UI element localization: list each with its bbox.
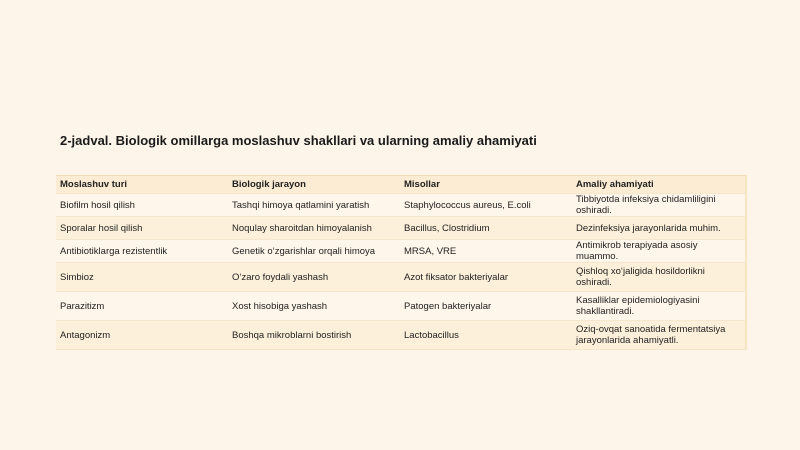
table-row [56,194,746,217]
table-cell: Simbioz [56,263,228,292]
table-cell: Tibbiyotda infeksiya chidamliligini oshiradi. [572,194,746,217]
table-header-row [56,176,746,194]
table-cell: Staphylococcus aureus, E.coli [400,194,572,217]
table-cell: Patogen bakteriyalar [400,292,572,321]
table-cell: Sporalar hosil qilish [56,217,228,240]
table-cell: Genetik o‘zgarishlar orqali himoya [228,240,400,263]
table-cell: Dezinfeksiya jarayonlarida muhim. [572,217,746,240]
table-cell: Tashqi himoya qatlamini yaratish [228,194,400,217]
header-biologik-jarayon: Biologik jarayon [228,176,400,194]
table-cell: Xost hisobiga yashash [228,292,400,321]
table-cell: Biofilm hosil qilish [56,194,228,217]
table-row [56,240,746,263]
table-cell: Boshqa mikroblarni bostirish [228,321,400,350]
table-row [56,217,746,240]
table-title: 2-jadval. Biologik omillarga moslashuv shakllari va ularning amaliy ahamiyati [60,133,537,148]
table-cell: Antibiotiklarga rezistentlik [56,240,228,263]
table-cell: O‘zaro foydali yashash [228,263,400,292]
table-cell: Kasalliklar epidemiologiyasini shakllantiradi. [572,292,746,321]
table-cell: Lactobacillus [400,321,572,350]
header-misollar: Misollar [400,176,572,194]
table-row [56,292,746,321]
table-cell: Qishloq xo‘jaligida hosildorlikni oshiradi. [572,263,746,292]
header-moslashuv-turi: Moslashuv turi [56,176,228,194]
data-table [56,175,747,350]
table-row [56,263,746,292]
table-cell: Oziq-ovqat sanoatida fermentatsiya jarayonlarida ahamiyatli. [572,321,746,350]
table-cell: Antimikrob terapiyada asosiy muammo. [572,240,746,263]
table-cell: Azot fiksator bakteriyalar [400,263,572,292]
table-cell: MRSA, VRE [400,240,572,263]
table-cell: Bacillus, Clostridium [400,217,572,240]
table-cell: Noqulay sharoitdan himoyalanish [228,217,400,240]
table-cell: Parazitizm [56,292,228,321]
table-cell: Antagonizm [56,321,228,350]
table-row [56,321,746,350]
header-amaliy-ahamiyati: Amaliy ahamiyati [572,176,746,194]
